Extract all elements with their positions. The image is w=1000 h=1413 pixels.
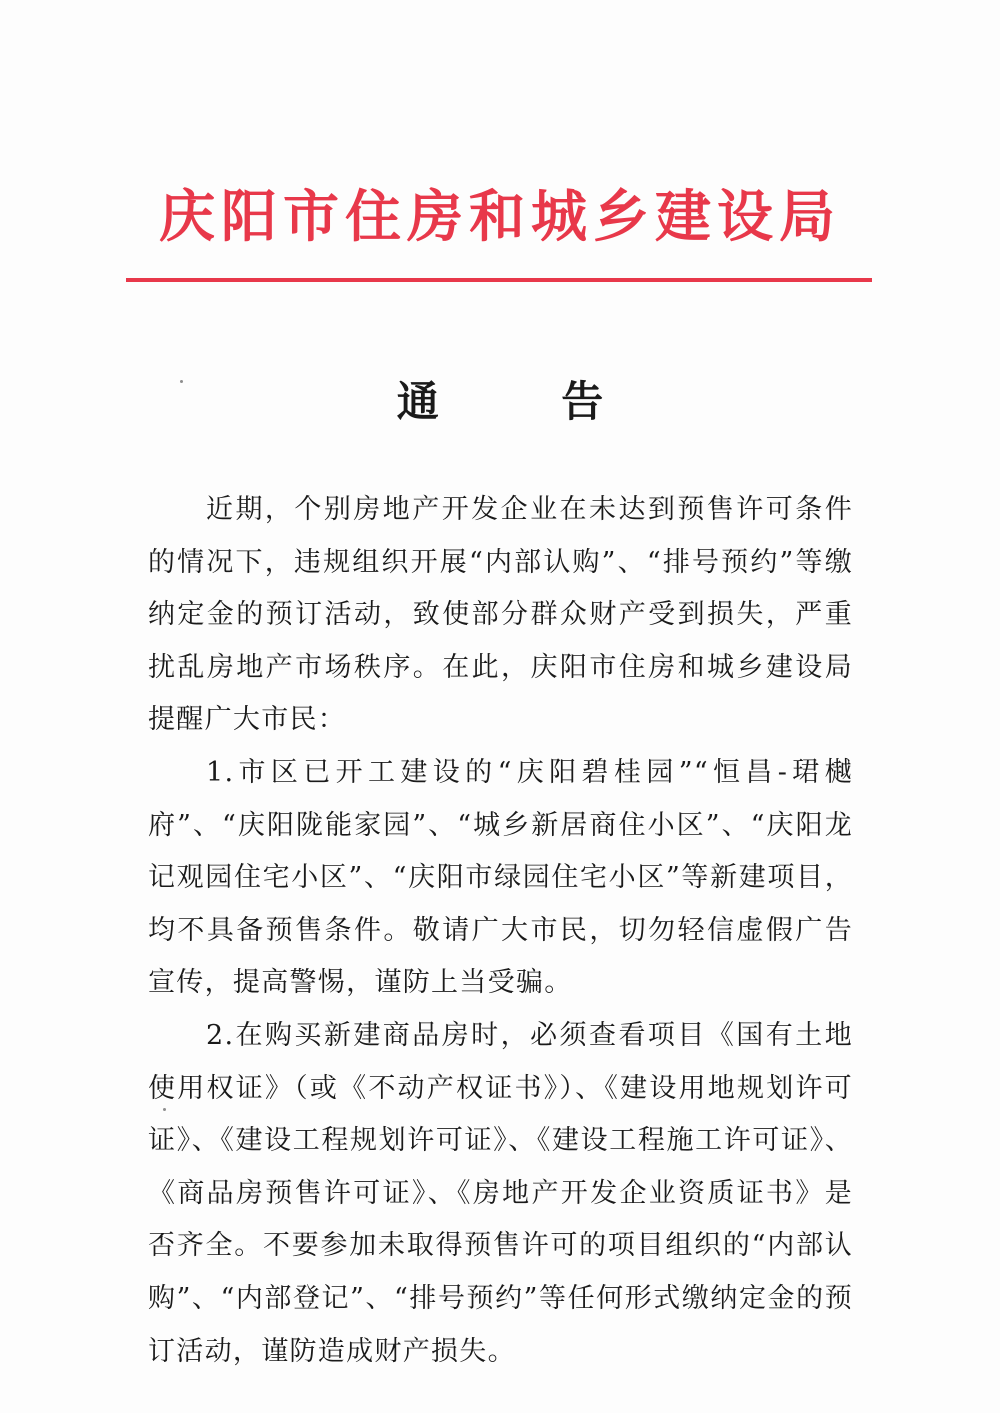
letterhead-org-name: 庆阳市住房和城乡建设局 [159, 184, 841, 250]
notice-title: 通 告 [396, 377, 658, 426]
letterhead-red-rule [126, 278, 872, 282]
notice-paragraph-item-2: 2.在购买新建商品房时，必须查看项目《国有土地使用权证》（或《不动产权证书》）、《建设用地规划许可证》、《建设工程规划许可证》、《建设工程施工许可证》、《商品房预售许可证》、《房地产开发企业资质证书》是否齐全。不要参加未取得预售许可的项目组织的“内部认购”、“内部登记”、“排号预约”等任何形式缴纳定金的预订活动，谨防造成财产损失。 [148, 1019, 853, 1367]
notice-paragraph-intro: 近期，个别房地产开发企业在未达到预售许可条件的情况下，违规组织开展“内部认购”、“排号预约”等缴纳定金的预订活动，致使部分群众财产受到损失，严重扰乱房地产市场秩序。在此，庆阳市住房和城乡建设局提醒广大市民： [148, 494, 853, 736]
scan-speck [180, 380, 183, 383]
scan-speck [163, 1108, 166, 1111]
notice-paragraph-item-1: 1.市区已开工建设的“庆阳碧桂园”“恒昌-珺樾府”、“庆阳陇能家园”、“城乡新居商住小区”、“庆阳龙记观园住宅小区”、“庆阳市绿园住宅小区”等新建项目，均不具备预售条件。敬请广大市民，切勿轻信虚假广告宣传，提高警惕，谨防上当受骗。 [148, 756, 853, 999]
notice-body [148, 484, 853, 1378]
